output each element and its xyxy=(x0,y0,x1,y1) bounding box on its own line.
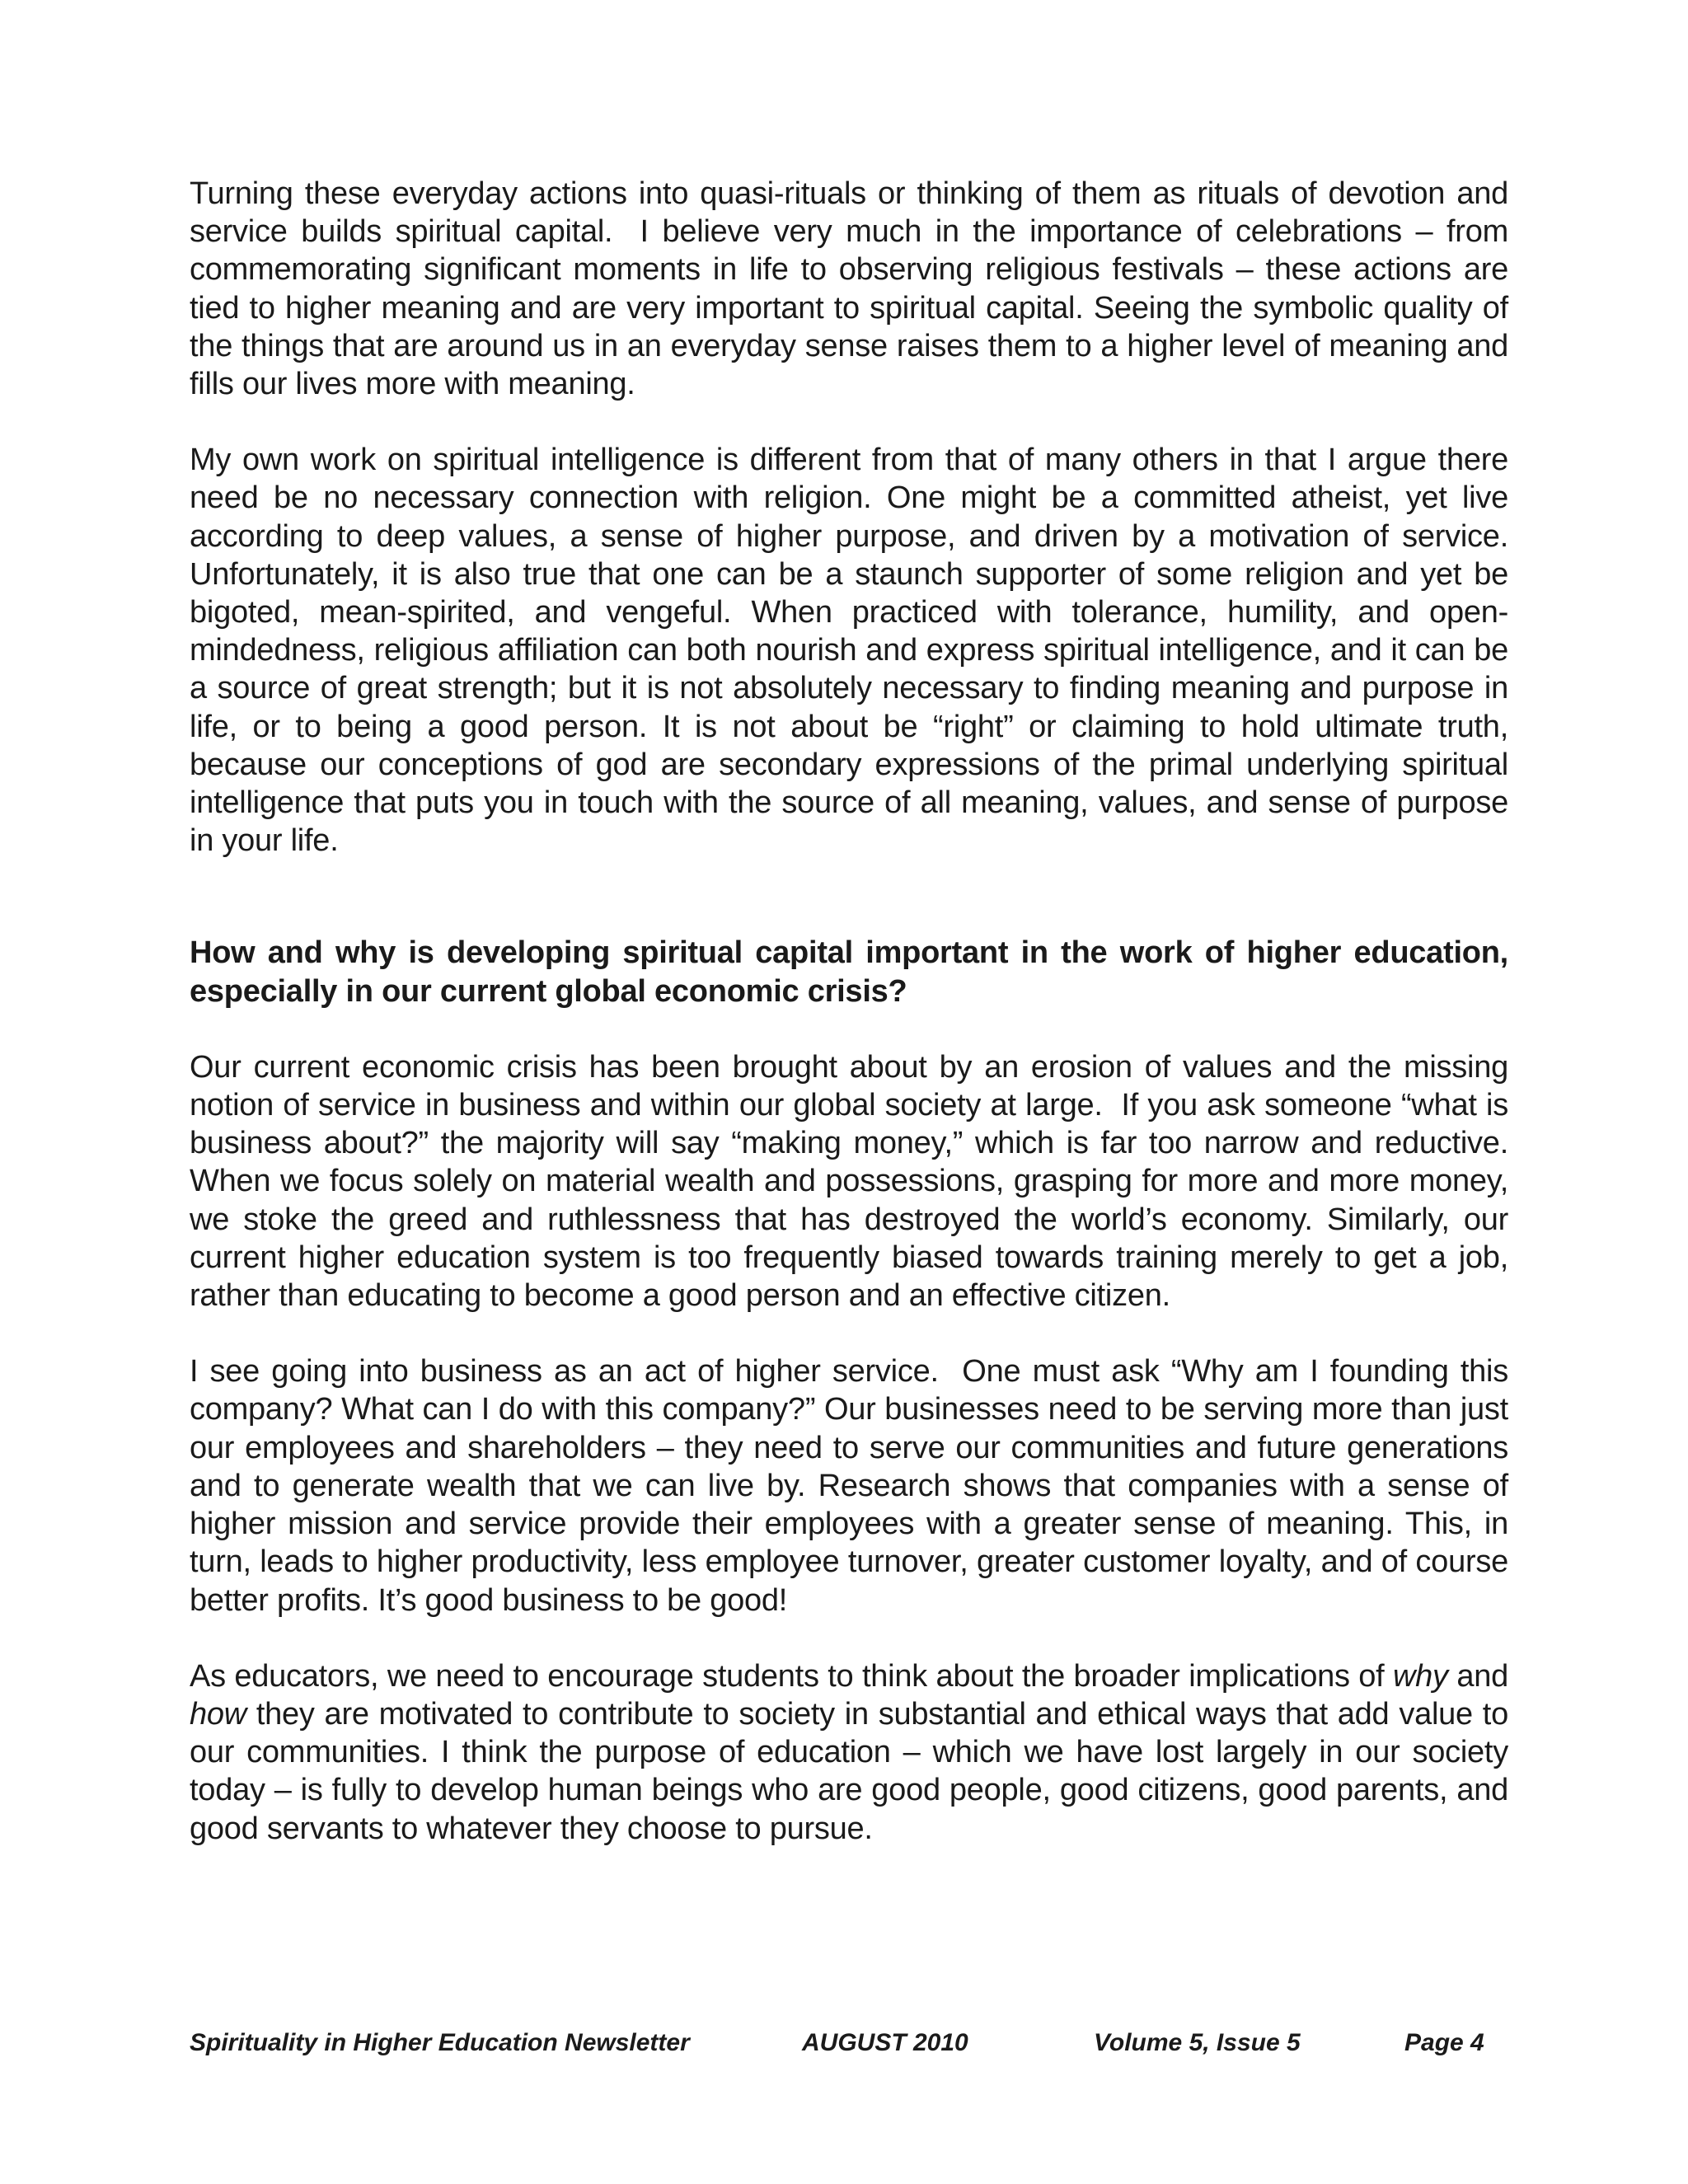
page-footer xyxy=(190,2029,1508,2062)
emphasis-how: how xyxy=(190,1696,246,1732)
paragraph-educators xyxy=(190,1657,1508,1848)
article-body xyxy=(190,175,1508,1886)
footer-volume: Volume 5, Issue 5 xyxy=(1094,2029,1301,2056)
paragraph-economic-crisis: Our current economic crisis has been brought about by an erosion of values and the missing notion of service in business and within our global society at large. If you ask someone “what is business about?” the majority will say “making money,” which is far too narrow and reductive. When we focus solely on material wealth and possessions, grasping for more and more money, we stoke the greed and ruthlessness that has destroyed the world’s economy. Similarly, our current higher education system is too frequently biased towards training merely to get a job, rather than educating to become a good person and an effective citizen. xyxy=(190,1049,1508,1314)
paragraph-spiritual-intelligence: My own work on spiritual intelligence is different from that of many others in that I argue there need be no necessary connection with religion. One might be a committed atheist, yet live according to deep values, a sense of higher purpose, and driven by a motivation of service. Unfortunately, it is also true that one can be a staunch supporter of some religion and yet be bigoted, mean-spirited, and vengeful. When practiced with tolerance, humility, and open-mindedness, religious affiliation can both nourish and express spiritual intelligence, and it can be a source of great strength; but it is not absolutely necessary to finding meaning and purpose in life, or to being a good person. It is not about be “right” or claiming to hold ultimate truth, because our conceptions of god are secondary expressions of the primal underlying spiritual intelligence that puts you in touch with the source of all meaning, values, and sense of purpose in your life. xyxy=(190,443,1508,859)
footer-publication: Spirituality in Higher Education Newsletter xyxy=(190,2029,690,2056)
paragraph-rituals: Turning these everyday actions into quasi-rituals or thinking of them as rituals of devotion and service builds spiritual capital. I believe very much in the importance of celebrations – from commemorating significant moments in life to observing religious festivals – these actions are tied to higher meaning and are very important to spiritual capital. Seeing the symbolic quality of the things that are around us in an everyday sense raises them to a higher level of meaning and fills our lives more with meaning. xyxy=(190,176,1508,402)
educators-text-mid: and xyxy=(1447,1658,1508,1694)
educators-text-end: they are motivated to contribute to society in substantial and ethical ways that add value to our communities. I think the purpose of education – which we have lost largely in our society today – is fully to develop human beings who are good people, good citizens, good parents, and good servants to whatever they choose to pursue. xyxy=(190,1696,1508,1846)
footer-page-number: Page 4 xyxy=(1404,2029,1484,2056)
footer-date: AUGUST 2010 xyxy=(802,2029,968,2056)
section-heading: How and why is developing spiritual capital important in the work of higher education, especially in our current global economic crisis? xyxy=(190,935,1508,1009)
educators-text-start: As educators, we need to encourage students to think about the broader implications of xyxy=(190,1658,1393,1694)
paragraph-business-service: I see going into business as an act of higher service. One must ask “Why am I founding this company? What can I do with this company?” Our businesses need to be serving more than just our employees and shareholders – they need to serve our communities and future generations and to generate wealth that we can live by. Research shows that companies with a sense of higher mission and service provide their employees with a greater sense of meaning. This, in turn, leads to higher productivity, less employee turnover, greater customer loyalty, and of course better profits. It’s good business to be good! xyxy=(190,1354,1508,1618)
emphasis-why: why xyxy=(1392,1658,1448,1694)
